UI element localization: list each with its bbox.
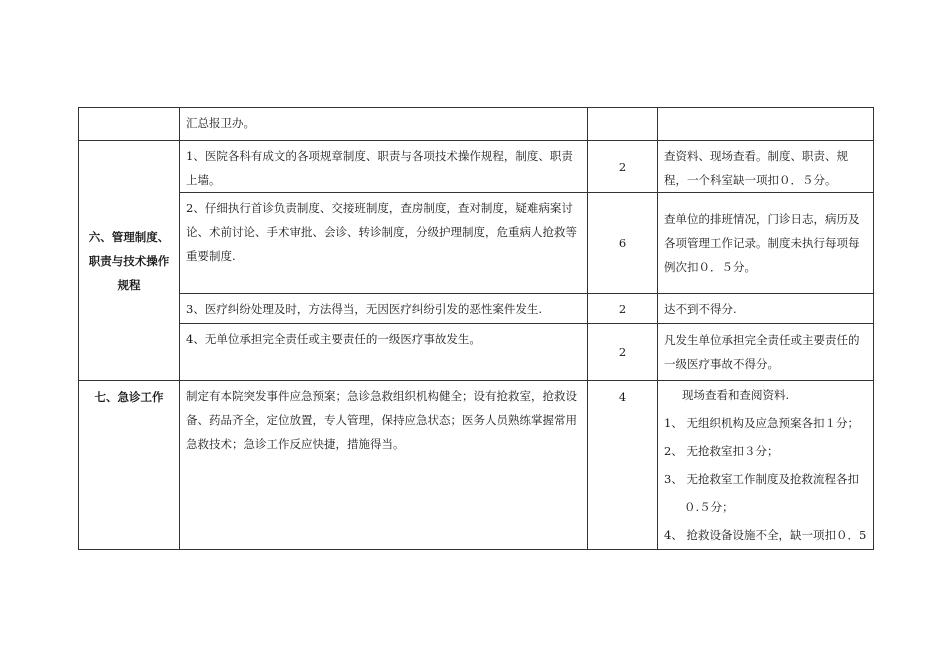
score-cell: 2 (588, 141, 658, 193)
standard-cell (658, 108, 874, 141)
standard-cell: 查单位的排班情况，门诊日志，病历及各项管理工作记录。制度未执行每项每例次扣０．５分。 (658, 193, 874, 294)
content-cell: 2、仔细执行首诊负责制度、交接班制度，查房制度，查对制度，疑难病案讨论、术前讨论、手术审批、会诊、转诊制度，分级护理制度，危重病人抢救等重要制度. (180, 193, 588, 294)
assessment-table (78, 107, 874, 550)
score-cell: 2 (588, 324, 658, 381)
standard-cell: 凡发生单位承担完全责任或主要责任的一级医疗事故不得分。 (658, 324, 874, 381)
content-cell: 1、医院各科有成文的各项规章制度、职责与各项技术操作规程，制度、职责上墙。 (180, 141, 588, 193)
category-cell (79, 108, 180, 141)
table-row (79, 381, 874, 550)
content-cell: 汇总报卫办。 (180, 108, 588, 141)
assessment-table-container (78, 107, 873, 550)
score-cell: 2 (588, 294, 658, 324)
table-row (79, 193, 874, 294)
table-row (79, 141, 874, 193)
standard-cell: 查资料、现场查看。制度、职责、规程，一个科室缺一项扣０．５分。 (658, 141, 874, 193)
table-row (79, 108, 874, 141)
category-cell-emergency: 七、急诊工作 (79, 381, 180, 550)
table-row (79, 294, 874, 324)
standard-line: 2、 无抢救室扣３分； (664, 444, 779, 458)
content-cell: 4、无单位承担完全责任或主要责任的一级医疗事故发生。 (180, 324, 588, 381)
standard-line: 现场查看和查阅资料. (682, 388, 790, 402)
standard-line: 3、 无抢救室工作制度及抢救流程各扣０.５分； (664, 472, 859, 514)
score-cell (588, 108, 658, 141)
standard-cell (658, 381, 874, 550)
standard-line: 4、 抢救设备设施不全，缺一项扣０．5 (664, 528, 867, 542)
table-row (79, 324, 874, 381)
category-cell-management: 六、管理制度、职责与技术操作规程 (79, 141, 180, 381)
content-cell: 制定有本院突发事件应急预案；急诊急救组织机构健全；设有抢救室，抢救设备、药品齐全，定位放置，专人管理，保持应急状态；医务人员熟练掌握常用急救技术；急诊工作反应快捷，措施得当。 (180, 381, 588, 550)
score-cell: 6 (588, 193, 658, 294)
score-cell: 4 (588, 381, 658, 550)
standard-cell: 达不到不得分. (658, 294, 874, 324)
standard-line: 1、 无组织机构及应急预案各扣１分； (664, 416, 859, 430)
content-cell: 3、医疗纠纷处理及时，方法得当，无因医疗纠纷引发的恶性案件发生. (180, 294, 588, 324)
